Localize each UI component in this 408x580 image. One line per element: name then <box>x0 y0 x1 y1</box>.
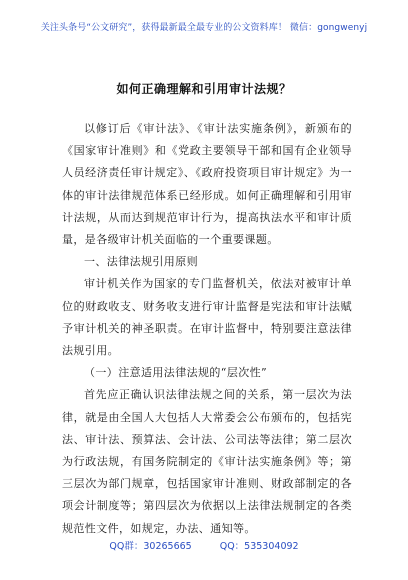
document-title: 如何正确理解和引用审计法规？ <box>116 82 292 96</box>
subsection-heading-1: （一）注意适用法律法规的“层次性” <box>84 366 268 380</box>
section-heading-1: 一、法律法规引用原则 <box>84 255 198 269</box>
document-body <box>62 118 352 540</box>
header-promo-text: 关注头条号“公文研究”，获得最新最全最专业的公文资料库！ 微信：gongwenyj <box>40 23 368 33</box>
footer-contact <box>0 538 408 552</box>
footer-qq-group: QQ群：30265665 <box>109 541 192 552</box>
paragraph-principle: 审计机关作为国家的专门监督机关，依法对被审计单位的财政收支、财务收支进行审计监督是宪法和审计法赋予审计机关的神圣职责。在审计监督中，特别要注意法律法规引用。 <box>62 277 352 358</box>
paragraph-hierarchy: 首先应正确认识法律法规之间的关系，第一层次为法律，就是由全国人大包括人大常委会公布颁布的，包括宪法、审计法、预算法、会计法、公司法等法律；第二层次为行政法规，有国务院制定的《审计法实施条例》等；第三层次为部门规章，包括国家审计准则、财政部制定的各项会计制度等；第四层次为依据以上法律法规制定的各类规范性文件，如规定，办法、通知等。 <box>62 388 352 535</box>
footer-qq-number: QQ：535304092 <box>219 541 299 552</box>
paragraph-intro: 以修订后《审计法》、《审计法实施条例》，新颁布的《国家审计准则》和《党政主要领导干部和国有企业领导人员经济责任审计规定》、《政府投资项目审计规定》为一体的审计法律规范体系已经形成。如何正确理解和引用审计法规，从而达到规范审计行为，提高执法水平和审计质量，是各级审计机关面临的一个重要课题。 <box>62 122 352 247</box>
